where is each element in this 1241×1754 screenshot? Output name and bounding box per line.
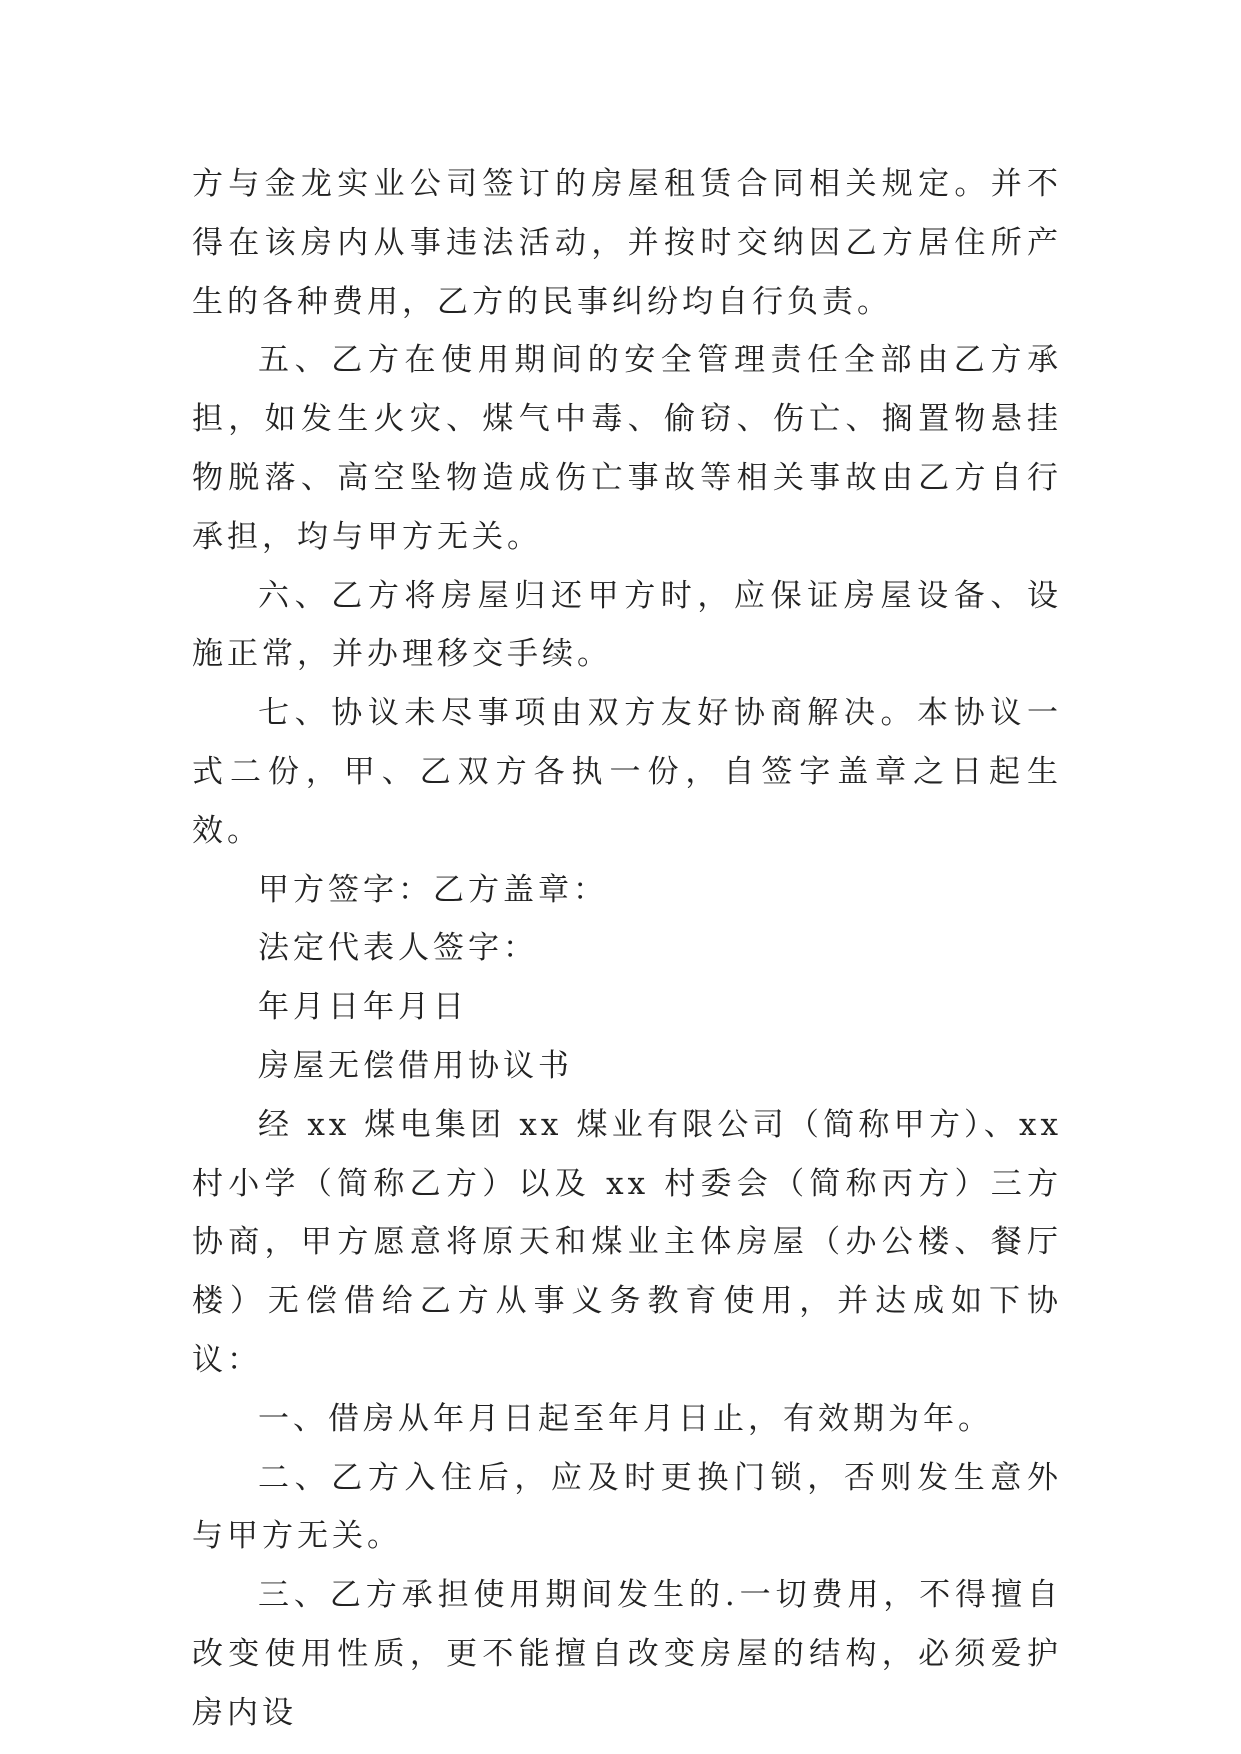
document-body [192,155,1062,1743]
clause-three: 三、乙方承担使用期间发生的.一切费用，不得擅自改变使用性质，更不能擅自改变房屋的结构，必须爱护房内设 [192,1577,1062,1731]
clause-seven: 七、协议未尽事项由双方友好协商解决。本协议一式二份，甲、乙双方各执一份，自签字盖章之日起生效。 [192,695,1062,849]
document-title: 房屋无偿借用协议书 [258,1047,573,1084]
date-line: 年月日年月日 [258,989,468,1026]
paragraph-continuation: 方与金龙实业公司签订的房屋租赁合同相关规定。并不得在该房内从事违法活动，并按时交纳因乙方居住所产生的各种费用，乙方的民事纠纷均自行负责。 [192,166,1062,320]
clause-six: 六、乙方将房屋归还甲方时，应保证房屋设备、设施正常，并办理移交手续。 [192,577,1062,673]
clause-one: 一、借房从年月日起至年月日止，有效期为年。 [258,1400,993,1437]
clause-five: 五、乙方在使用期间的安全管理责任全部由乙方承担，如发生火灾、煤气中毒、偷窃、伤亡、搁置物悬挂物脱落、高空坠物造成伤亡事故等相关事故由乙方自行承担，均与甲方无关。 [192,342,1062,555]
clause-two: 二、乙方入住后，应及时更换门锁，否则发生意外与甲方无关。 [192,1459,1062,1555]
signature-line-parties: 甲方签字：乙方盖章： [258,871,608,908]
preamble-paragraph: 经 xx 煤电集团 xx 煤业有限公司（简称甲方）、xx 村小学（简称乙方）以及 xx 村委会（简称丙方）三方协商，甲方愿意将原天和煤业主体房屋（办公楼、餐厅楼）无偿借给乙方从事义务教育使用，并达成如下协议： [192,1106,1062,1378]
signature-line-representative: 法定代表人签字： [258,930,538,967]
